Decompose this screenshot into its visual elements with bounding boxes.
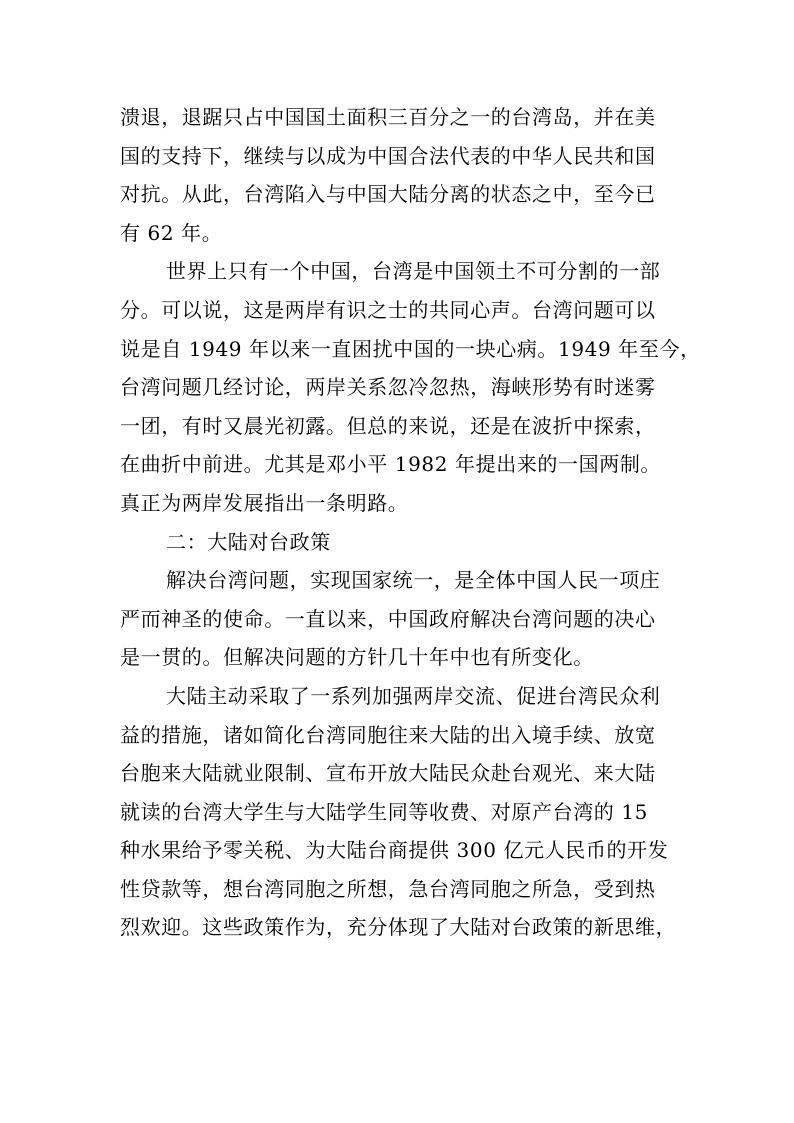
text-line: 烈欢迎。这些政策作为，充分体现了大陆对台政策的新思维，	[120, 915, 677, 940]
text-line: 国的支持下，继续与以成为中国合法代表的中华人民共和国	[120, 143, 656, 168]
text-line: 是一贯的。但解决问题的方针几十年中也有所变化。	[120, 645, 594, 670]
text-line: 在曲折中前进。尤其是邓小平 1982 年提出来的一国两制。	[120, 452, 662, 477]
text-line: 性贷款等，想台湾同胞之所想，急台湾同胞之所急，受到热	[120, 876, 656, 901]
text-line: 溃退，退踞只占中国国土面积三百分之一的台湾岛，并在美	[120, 105, 656, 129]
text-line: 一团，有时又晨光初露。但总的来说，还是在波折中探索，	[120, 413, 656, 438]
text-line: 台胞来大陆就业限制、宣布开放大陆民众赴台观光、来大陆	[120, 761, 656, 786]
text-line: 对抗。从此，台湾陷入与中国大陆分离的状态之中，至今已	[120, 182, 656, 207]
text-line: 分。可以说，这是两岸有识之士的共同心声。台湾问题可以	[120, 297, 656, 322]
text-line: 严而神圣的使命。一直以来，中国政府解决台湾问题的决心	[120, 606, 656, 631]
text-line: 益的措施，诸如简化台湾同胞往来大陆的出入境手续、放宽	[120, 722, 656, 747]
text-line: 真正为两岸发展指出一条明路。	[120, 490, 409, 515]
document-body	[120, 98, 701, 947]
paragraph-first-line: 大陆主动采取了一系列加强两岸交流、促进台湾民众利	[166, 683, 661, 708]
text-line: 台湾问题几经讨论，两岸关系忽冷忽热，海峡形势有时迷雾	[120, 375, 656, 400]
paragraph-first-line: 解决台湾问题，实现国家统一，是全体中国人民一项庄	[166, 568, 661, 593]
paragraph-first-line: 世界上只有一个中国，台湾是中国领土不可分割的一部	[166, 259, 661, 284]
text-line: 说是自 1949 年以来一直困扰中国的一块心病。1949 年至今，	[120, 336, 701, 361]
text-line: 就读的台湾大学生与大陆学生同等收费、对原产台湾的 15	[120, 799, 649, 824]
section-heading: 二：大陆对台政策	[166, 529, 331, 554]
text-line: 有 62 年。	[120, 220, 223, 245]
text-line: 种水果给予零关税、为大陆台商提供 300 亿元人民币的开发	[120, 838, 669, 863]
